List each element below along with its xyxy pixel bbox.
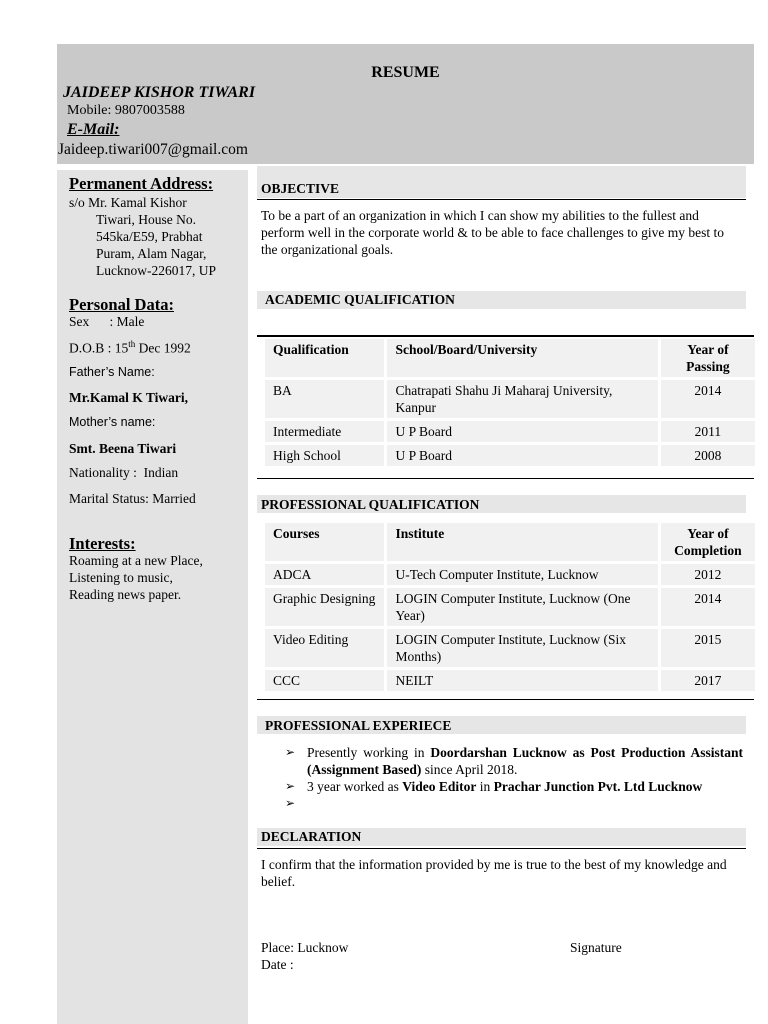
email-label: E-Mail: (67, 121, 120, 138)
marital-status-field: Marital Status: Married (69, 491, 196, 506)
exp-text: in (476, 779, 494, 794)
exp-employer: Doordarshan Lucknow as Post Production Assistant (Assignment Based) (307, 745, 743, 777)
table-cell: Intermediate (265, 421, 384, 442)
interest-item: Roaming at a new Place, (69, 553, 203, 568)
table-row (265, 445, 755, 466)
address-line: Tiwari, House No. (96, 212, 197, 227)
table-cell: Chatrapati Shahu Ji Maharaj University, Kanpur (384, 380, 657, 418)
interests-heading: Interests: (69, 534, 136, 553)
table-header: Institute (384, 523, 657, 561)
list-item (285, 778, 743, 795)
table-cell: 2014 (658, 380, 755, 418)
dob-sup: th (128, 339, 136, 349)
table-cell: High School (265, 445, 384, 466)
experience-heading: PROFESSIONAL EXPERIECE (265, 718, 452, 733)
exp-text: 3 year worked as (307, 779, 403, 794)
declaration-rule (257, 848, 746, 849)
arrow-bullet-icon: ➢ (285, 779, 296, 793)
declaration-text: I confirm that the information provided by me is true to the best of my knowledge and belief. (261, 857, 727, 889)
objective-text: To be a part of an organization in which I can show my abilities to the fullest and perform well in the corporate world & to be able to face challenges to give my best to the organizational goals. (261, 208, 724, 257)
exp-text: Presently working in (307, 745, 431, 760)
address-line: Puram, Alam Nagar, (96, 246, 207, 261)
father-label: Father’s Name: (69, 365, 155, 379)
table-row (265, 588, 755, 626)
dob-suffix: Dec 1992 (135, 340, 191, 356)
table-cell: Video Editing (265, 629, 384, 667)
interests-list (69, 552, 203, 603)
address-line: Lucknow-226017, UP (96, 263, 216, 278)
interest-item: Reading news paper. (69, 587, 182, 602)
table-cell: LOGIN Computer Institute, Lucknow (Six Months) (384, 629, 657, 667)
address-line: s/o Mr. Kamal Kishor (69, 195, 187, 210)
arrow-bullet-icon: ➢ (285, 745, 296, 759)
academic-heading: ACADEMIC QUALIFICATION (265, 292, 455, 307)
email-address[interactable]: Jaideep.tiwari007@gmail.com (58, 141, 248, 158)
mobile-number: Mobile: 9807003588 (67, 103, 185, 118)
table-row (265, 564, 755, 585)
declaration-heading: DECLARATION (261, 829, 362, 844)
table-cell: U P Board (384, 421, 657, 442)
date-field: Date : (261, 957, 294, 972)
table-cell: 2015 (658, 629, 755, 667)
interest-item: Listening to music, (69, 570, 173, 585)
exp-role: Video Editor (402, 779, 477, 794)
table-cell: 2011 (658, 421, 755, 442)
table-row (265, 380, 755, 418)
table-header: School/Board/University (384, 339, 657, 377)
dob-prefix: D.O.B : 15 (69, 340, 129, 356)
table-header: Courses (265, 523, 384, 561)
personal-data-heading: Personal Data: (69, 295, 174, 314)
table-header: Year of Passing (658, 339, 755, 377)
professional-heading: PROFESSIONAL QUALIFICATION (261, 497, 480, 512)
table-row (265, 629, 755, 667)
table-row (265, 421, 755, 442)
permanent-address (69, 194, 244, 279)
table-cell: LOGIN Computer Institute, Lucknow (One Year) (384, 588, 657, 626)
table-cell: 2014 (658, 588, 755, 626)
table-cell: BA (265, 380, 384, 418)
professional-bottom-rule (257, 699, 754, 700)
table-header-row (265, 339, 755, 377)
table-cell: 2017 (658, 670, 755, 691)
exp-text: since April 2018. (421, 762, 518, 777)
place-field: Place: Lucknow (261, 940, 349, 955)
list-item (285, 744, 743, 778)
experience-list (285, 744, 743, 812)
table-header-row (265, 523, 755, 561)
signature-label: Signature (570, 940, 622, 955)
table-cell: U-Tech Computer Institute, Lucknow (384, 564, 657, 585)
table-cell: ADCA (265, 564, 384, 585)
academic-bottom-rule (257, 478, 754, 479)
table-row (265, 670, 755, 691)
list-item (285, 795, 743, 812)
address-line: 545ka/E59, Prabhat (96, 229, 203, 244)
table-header: Qualification (265, 339, 384, 377)
candidate-name: JAIDEEP KISHOR TIWARI (63, 84, 256, 101)
dob-field (69, 339, 191, 357)
father-name: Mr.Kamal K Tiwari, (69, 390, 189, 405)
mother-label: Mother’s name: (69, 415, 156, 429)
table-cell: Graphic Designing (265, 588, 384, 626)
objective-heading: OBJECTIVE (261, 181, 340, 196)
arrow-bullet-icon: ➢ (285, 796, 296, 810)
professional-table (265, 520, 755, 694)
nationality-field: Nationality : Indian (69, 465, 179, 480)
address-heading: Permanent Address: (69, 174, 214, 193)
table-cell: CCC (265, 670, 384, 691)
table-cell: 2008 (658, 445, 755, 466)
academic-table (265, 336, 755, 469)
exp-employer: Prachar Junction Pvt. Ltd Lucknow (493, 779, 703, 794)
objective-rule (257, 199, 746, 200)
table-cell: NEILT (384, 670, 657, 691)
table-cell: 2012 (658, 564, 755, 585)
table-header: Year of Completion (658, 523, 755, 561)
resume-title: RESUME (371, 64, 440, 81)
sex-field: Sex : Male (69, 314, 145, 329)
mother-name: Smt. Beena Tiwari (69, 441, 177, 456)
table-cell: U P Board (384, 445, 657, 466)
